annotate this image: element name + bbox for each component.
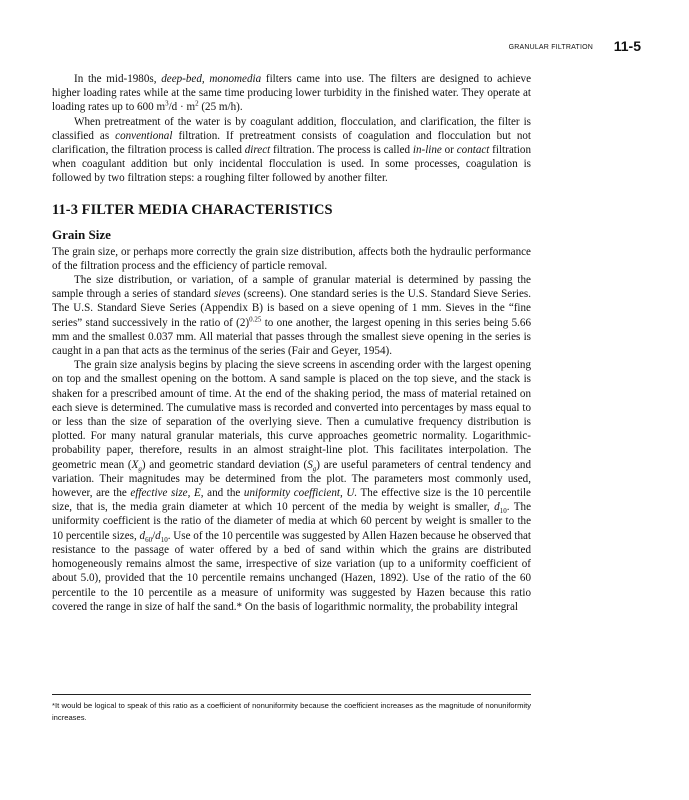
grain-size-paragraph-2: The size distribution, or variation, of a sample of granular material is determined by passing the sample through a series of standard sieves (screens). One standard series is the U.S. Standard Sieve Series. The U.S. Standard Sieve Series (Appendix B) is based on a sieve opening of 1 mm. Sieves in the “fine series” stand successively in the ratio of $(2)^{0.25}$ to one another, the largest opening in this series being 5.66 mm and the smallest 0.037 mm. All material that passes through the smallest sieve opening in the series is caught in a pan that acts as the terminus of the series (Fair and Geyer, 1954). xyxy=(52,274,531,358)
grain-size-paragraph-3: The grain size analysis begins by placing the sieve screens in ascending order with the largest opening on top and the smallest opening on the bottom. A sand sample is placed on the top sieve, and the stack is shaken for a prescribed amount of time. At the end of the shaking period, the mass of material retained on each sieve is determined. The cumulative mass is recorded and converted into percentages by mass equal to or less than the size of separation of the overlying sieve. Then a cumulative frequency distribution is plotted. For many natural granular materials, this curve approaches geometric normality. Logarithmic-probability paper, therefore, results in an almost straight-line plot. This facilitates interpolation. The geometric mean $(X_g)$ and geometric standard deviation $(S_g)$ are useful parameters of central tendency and variation. Their magnitudes may be determined from the plot. The parameters most commonly used, however, are the effective size, E, and the uniformity coefficient, U. The effective size is the 10 percentile size, that is, the media grain diameter at which 10 percent of the media by weight is smaller, $d_{10}$. The uniformity coefficient is the ratio of the diameter of media at which 60 percent by weight is smaller to the 10 percentile sizes, $d_{60}/d_{10}$. Use of the 10 percentile was suggested by Allen Hazen because he observed that resistance to the passage of water offered by a bed of sand within which the grains are distributed homogeneously remains almost the same, irrespective of size variation (up to a uniformity coefficient of about 5.0), provided that the 10 percentile remains unchanged (Hazen, 1892). Use of the ratio of the 60 percentile to the 10 percentile as a measure of uniformity was suggested by Hazen because this ratio covered the range in size of half the sand.* On the basis of logarithmic normality, the probability integral xyxy=(52,359,532,613)
footnote: *It would be logical to speak of this ratio as a coefficient of nonuniformity because the coefficient increases as the magnitude of nonuniformity increases. xyxy=(52,701,531,722)
subsection-heading: Grain Size xyxy=(52,226,111,242)
page-number: 11-5 xyxy=(613,38,641,54)
grain-size-paragraph-1: The grain size, or perhaps more correctly the grain size distribution, affects both the hydraulic performance of the filtration process and the efficiency of particle removal. xyxy=(52,245,531,272)
footnote-rule xyxy=(52,694,531,695)
intro-paragraph-2: When pretreatment of the water is by coagulant addition, flocculation, and clarification, the filter is classified as conventional filtration. If pretreatment consists of coagulation and flocculation but not clarification, the filtration process is called direct filtration. The process is called in-line or contact filtration when coagulant addition but only incidental flocculation is used. In some processes, coagulation is followed by two filtration steps: a roughing filter followed by another filter. xyxy=(52,115,532,185)
page-header xyxy=(52,38,641,56)
intro-paragraph-1: In the mid-1980s, deep-bed, monomedia filters came into use. The filters are designed to achieve higher loading rates while at the same time producing lower turbidity in the finished water. They operate at loading rates up to 600 $m^3/d \cdot m^2$ (25 m/h). xyxy=(52,73,532,114)
running-title: GRANULAR FILTRATION xyxy=(508,44,593,51)
section-heading: 11-3 FILTER MEDIA CHARACTERISTICS xyxy=(52,201,333,218)
body-text xyxy=(52,72,531,614)
